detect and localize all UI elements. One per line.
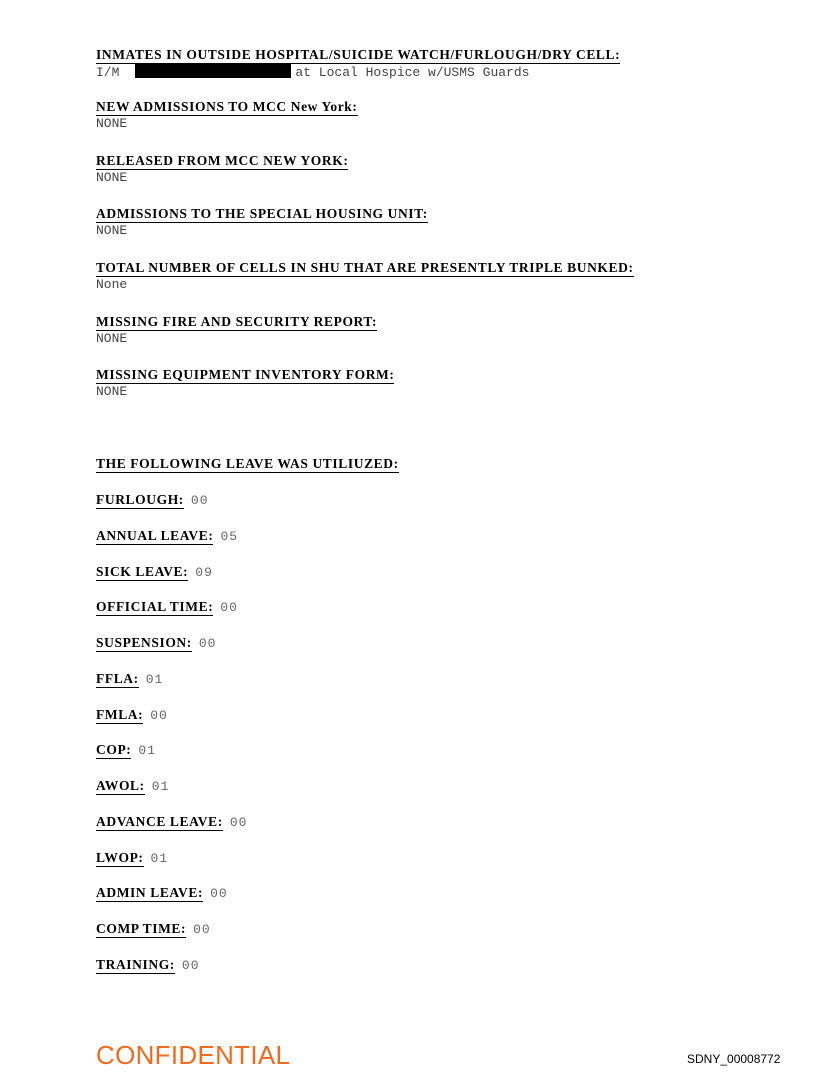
leave-value: 05 <box>220 529 239 544</box>
leave-value: 00 <box>190 493 209 508</box>
leave-item-admin <box>96 882 228 902</box>
section-triple-bunked <box>96 257 634 292</box>
leave-item-cop <box>96 739 156 759</box>
section-value: NONE <box>96 331 128 346</box>
leave-label: ADVANCE LEAVE: <box>96 814 223 829</box>
leave-item-training <box>96 954 200 974</box>
section-value: NONE <box>96 170 128 185</box>
inmate-prefix: I/M <box>96 65 120 80</box>
leave-item-fmla <box>96 704 168 724</box>
inmate-location: at Local Hospice w/USMS Guards <box>295 65 530 80</box>
section-value: NONE <box>96 384 128 399</box>
section-new-admissions <box>96 96 358 131</box>
leave-value: 00 <box>229 815 248 830</box>
leave-label: FMLA: <box>96 707 144 722</box>
leave-value: 00 <box>150 708 168 723</box>
leave-label: FURLOUGH: <box>96 492 184 507</box>
leave-label: TRAINING: <box>96 957 175 972</box>
leave-label: COMP TIME: <box>96 921 187 936</box>
confidential-stamp: CONFIDENTIAL <box>96 1040 291 1070</box>
leave-label: COP: <box>96 742 132 757</box>
leave-label: SUSPENSION: <box>96 635 192 650</box>
leave-label: OFFICIAL TIME: <box>96 599 214 614</box>
leave-label: SICK LEAVE: <box>96 564 189 579</box>
leave-item-advance <box>96 811 247 831</box>
section-heading: ADMISSIONS TO THE SPECIAL HOUSING UNIT: <box>96 206 428 221</box>
leave-item-sick <box>96 561 213 581</box>
section-outside-hospital <box>96 44 620 80</box>
leave-item-lwop <box>96 847 168 867</box>
leave-item-suspension <box>96 632 216 652</box>
leave-label: FFLA: <box>96 671 139 686</box>
leave-item-annual <box>96 525 238 545</box>
leave-value: 00 <box>198 636 217 651</box>
leave-value: 01 <box>151 779 170 794</box>
section-value: None <box>96 277 128 292</box>
leave-item-comp-time <box>96 918 211 938</box>
section-missing-equipment-form <box>96 364 394 399</box>
leave-value: 01 <box>145 672 164 687</box>
leave-item-ffla <box>96 668 163 688</box>
section-shu-admissions <box>96 203 428 238</box>
section-value: NONE <box>96 223 128 238</box>
section-value: NONE <box>96 116 128 131</box>
leave-label: LWOP: <box>96 850 144 865</box>
leave-item-furlough <box>96 489 209 509</box>
section-heading: RELEASED FROM MCC NEW YORK: <box>96 153 349 168</box>
bates-number: SDNY_00008772 <box>687 1052 781 1066</box>
leave-label: ADMIN LEAVE: <box>96 885 204 900</box>
leave-value: 00 <box>193 922 211 937</box>
leave-label: AWOL: <box>96 778 145 793</box>
section-missing-fire-report <box>96 311 377 346</box>
leave-value: 00 <box>181 958 200 973</box>
leave-item-awol <box>96 775 169 795</box>
leave-value: 01 <box>138 743 157 758</box>
leave-item-official-time <box>96 596 238 616</box>
section-heading: INMATES IN OUTSIDE HOSPITAL/SUICIDE WATCH/FURLOUGH/DRY CELL: <box>96 47 621 62</box>
section-value <box>96 64 620 80</box>
section-heading: MISSING EQUIPMENT INVENTORY FORM: <box>96 367 395 382</box>
leave-value: 09 <box>195 565 213 580</box>
leave-heading: THE FOLLOWING LEAVE WAS UTILIUZED: <box>96 456 399 471</box>
leave-label: ANNUAL LEAVE: <box>96 528 214 543</box>
section-heading: MISSING FIRE AND SECURITY REPORT: <box>96 314 378 329</box>
leave-value: 00 <box>210 886 228 901</box>
section-heading: TOTAL NUMBER OF CELLS IN SHU THAT ARE PRESENTLY TRIPLE BUNKED: <box>96 260 634 275</box>
section-released <box>96 150 348 185</box>
leave-value: 01 <box>150 851 169 866</box>
section-heading: NEW ADMISSIONS TO MCC New York: <box>96 99 358 114</box>
redaction-box <box>135 64 291 78</box>
leave-section <box>96 453 399 473</box>
leave-value: 00 <box>220 600 238 615</box>
